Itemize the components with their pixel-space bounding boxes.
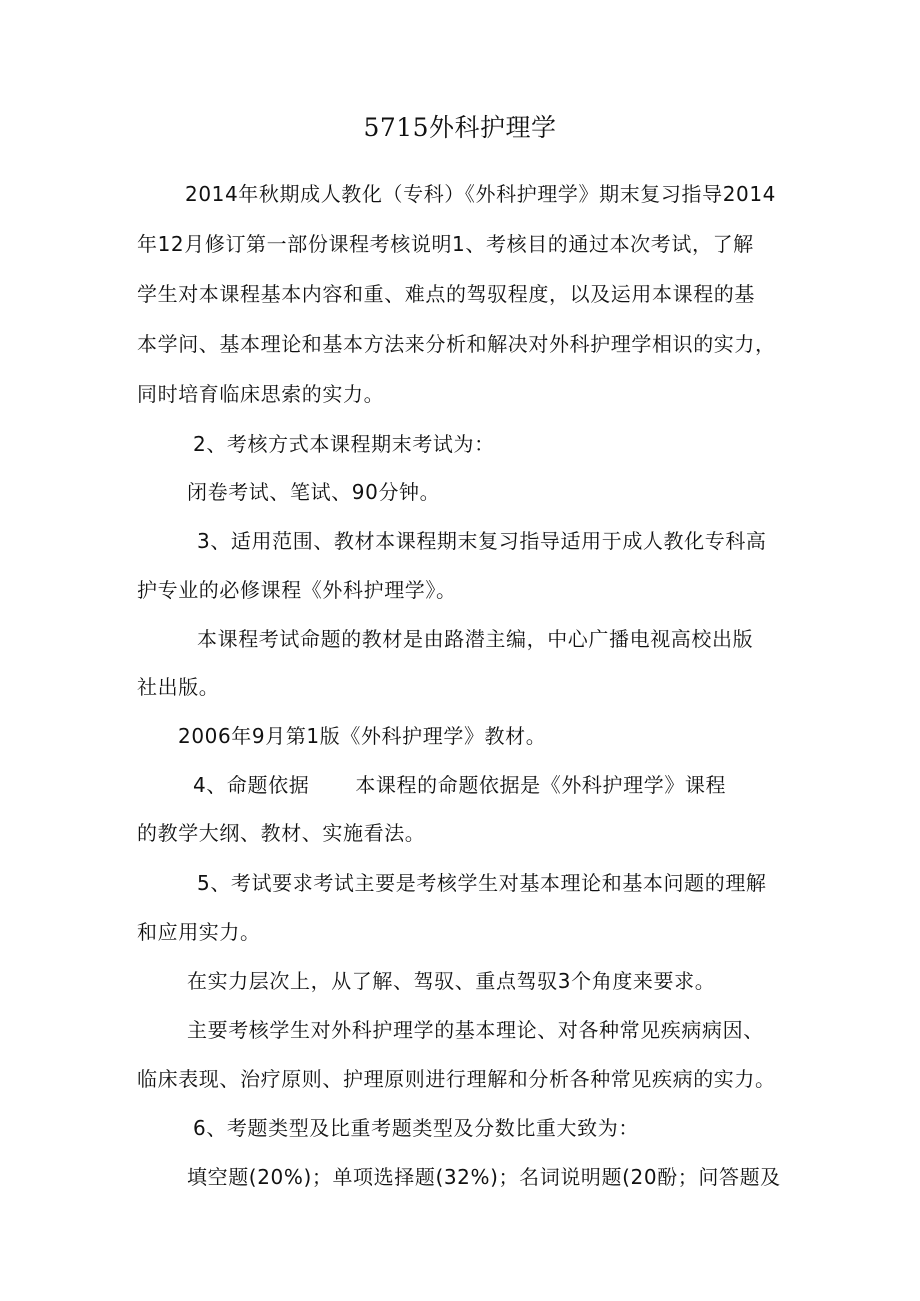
paragraph-line: 和应用实力。 bbox=[137, 920, 261, 944]
paragraph-line: 闭卷考试、笔试、90分钟。 bbox=[187, 480, 441, 504]
paragraph-line: 2006年9月第1版《外科护理学》教材。 bbox=[178, 724, 547, 748]
paragraph-line: 填空题(20%)；单项选择题(32%)；名词说明题(20酚；问答题及 bbox=[187, 1165, 781, 1189]
paragraph-line: 的教学大纲、教材、实施看法。 bbox=[137, 821, 426, 845]
paragraph-line-item4 bbox=[193, 771, 726, 799]
paragraph-line: 临床表现、治疗原则、护理原则进行理解和分析各种常见疾病的实力。 bbox=[137, 1067, 776, 1091]
paragraph-line: 5、考试要求考试主要是考核学生对基本理论和基本问题的理解 bbox=[197, 871, 767, 895]
paragraph-line: 在实力层次上，从了解、驾驭、重点驾驭3个角度来要求。 bbox=[187, 969, 716, 993]
paragraph-line: 2014年秋期成人教化（专科）《外科护理学》期末复习指导2014 bbox=[185, 182, 776, 206]
paragraph-line: 同时培育临床思索的实力。 bbox=[137, 382, 385, 406]
item4-text: 本课程的命题依据是《外科护理学》课程 bbox=[355, 773, 727, 797]
paragraph-line: 社出版。 bbox=[137, 675, 220, 699]
paragraph-line: 年12月修订第一部份课程考核说明1、考核目的通过本次考试，了解 bbox=[137, 232, 754, 256]
paragraph-line: 3、适用范围、教材本课程期末复习指导适用于成人教化专科高 bbox=[197, 529, 767, 553]
paragraph-line: 护专业的必修课程《外科护理学》。 bbox=[137, 578, 457, 602]
item4-label: 4、命题依据 bbox=[193, 773, 310, 797]
paragraph-line: 本学问、基本理论和基本方法来分析和解决对外科护理学相识的实力， bbox=[137, 332, 776, 356]
paragraph-line: 6、考题类型及比重考题类型及分数比重大致为： bbox=[193, 1116, 639, 1140]
paragraph-line: 学生对本课程基本内容和重、难点的驾驭程度，以及运用本课程的基 bbox=[137, 282, 755, 306]
paragraph-line: 2、考核方式本课程期末考试为： bbox=[193, 432, 495, 456]
page-title: 5715外科护理学 bbox=[363, 113, 557, 142]
paragraph-line: 主要考核学生对外科护理学的基本理论、对各种常见疾病病因、 bbox=[187, 1018, 764, 1042]
paragraph-line: 本课程考试命题的教材是由路潜主编，中心广播电视高校出版 bbox=[197, 627, 754, 651]
